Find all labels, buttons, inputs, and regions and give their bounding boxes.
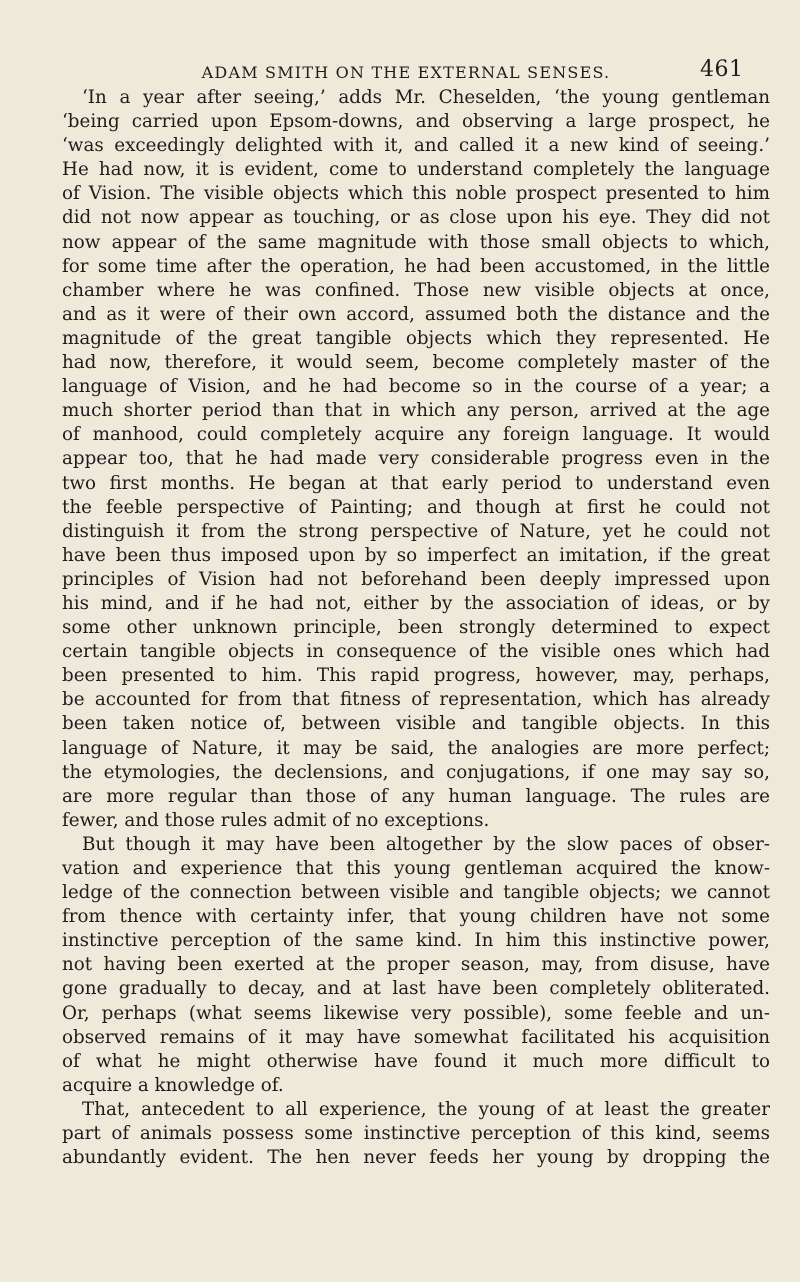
text-line: been presented to him. This rapid progress, however, may, perhaps,	[62, 665, 770, 687]
text-line: vation and experience that this young gentleman acquired the know-	[62, 858, 770, 879]
running-head: ADAM SMITH ON THE EXTERNAL SENSES.	[201, 63, 611, 82]
text-line: chamber where he was confined. Those new visible objects at once,	[62, 279, 770, 301]
paragraph	[62, 1098, 770, 1170]
text-line: some other unknown principle, been strongly determined to expect	[62, 617, 770, 639]
text-line: are more regular than those of any human language. The rules are	[62, 785, 770, 807]
text-line: the feeble perspective of Painting; and though at first he could not	[62, 496, 770, 518]
text-line: That, antecedent to all experience, the young of at least the greater	[82, 1098, 770, 1120]
body-text	[62, 86, 770, 1170]
text-line: his mind, and if he had not, either by the association of ideas, or by	[62, 592, 770, 614]
text-line: and as it were of their own accord, assumed both the distance and the	[62, 303, 770, 325]
text-line: much shorter period than that in which any person, arrived at the age	[62, 400, 770, 422]
text-line: had now, therefore, it would seem, become completely master of the	[62, 352, 770, 374]
paragraph	[62, 833, 770, 1098]
text-line: abundantly evident. The hen never feeds her young by dropping the	[62, 1147, 770, 1169]
text-line: ledge of the connection between visible and tangible objects; we cannot	[62, 882, 770, 904]
text-line: principles of Vision had not beforehand been deeply impressed upon	[62, 568, 770, 590]
text-line: two first months. He began at that early period to understand even	[62, 472, 770, 494]
text-line: Or, perhaps (what seems likewise very possible), some feeble and un-	[62, 1002, 770, 1024]
text-line: been taken notice of, between visible and tangible objects. In this	[62, 713, 770, 735]
text-line: fewer, and those rules admit of no exceptions.	[62, 809, 490, 831]
text-line: observed remains of it may have somewhat facilitated his acquisition	[62, 1026, 770, 1048]
text-line: gone gradually to decay, and at last have been completely obliterated.	[62, 978, 770, 1000]
text-line: the etymologies, the declensions, and conjugations, if one may say so,	[62, 761, 770, 783]
text-line: ‘In a year after seeing,’ adds Mr. Cheselden, ‘the young gentleman	[82, 87, 770, 108]
text-line: for some time after the operation, he had been accustomed, in the little	[62, 255, 770, 277]
text-line: instinctive perception of the same kind. In him this instinctive power,	[62, 930, 770, 952]
text-line: acquire a knowledge of.	[62, 1074, 284, 1096]
text-line: But though it may have been altogether by the slow paces of obser-	[82, 833, 770, 855]
text-line: He had now, it is evident, come to understand completely the language	[62, 159, 770, 181]
text-line: of Vision. The visible objects which this noble prospect presented to him	[62, 183, 770, 205]
text-line: from thence with certainty infer, that young children have not some	[62, 906, 770, 928]
text-line: distinguish it from the strong perspective of Nature, yet he could not	[62, 520, 770, 542]
text-line: certain tangible objects in consequence of the visible ones which had	[62, 641, 770, 663]
text-line: language of Vision, and he had become so in the course of a year; a	[62, 376, 770, 398]
text-line: ‘being carried upon Epsom-downs, and observing a large prospect, he	[62, 111, 770, 133]
text-line: be accounted for from that fitness of representation, which has already	[62, 689, 770, 711]
text-line: appear too, that he had made very considerable progress even in the	[62, 448, 770, 470]
text-line: now appear of the same magnitude with those small objects to which,	[62, 231, 770, 253]
page-number: 461	[700, 57, 744, 82]
text-line: have been thus imposed upon by so imperfect an imitation, if the great	[62, 544, 770, 566]
text-line: ‘was exceedingly delighted with it, and called it a new kind of seeing.’	[62, 135, 770, 157]
text-line: did not now appear as touching, or as close upon his eye. They did not	[62, 207, 770, 229]
text-line: of manhood, could completely acquire any foreign language. It would	[62, 424, 770, 446]
text-line: language of Nature, it may be said, the analogies are more perfect;	[62, 737, 770, 759]
paragraph	[62, 86, 770, 833]
text-line: not having been exerted at the proper season, may, from disuse, have	[62, 954, 770, 976]
text-line: of what he might otherwise have found it much more difficult to	[62, 1050, 770, 1072]
text-line: magnitude of the great tangible objects which they represented. He	[62, 327, 770, 349]
text-line: part of animals possess some instinctive perception of this kind, seems	[62, 1123, 770, 1145]
